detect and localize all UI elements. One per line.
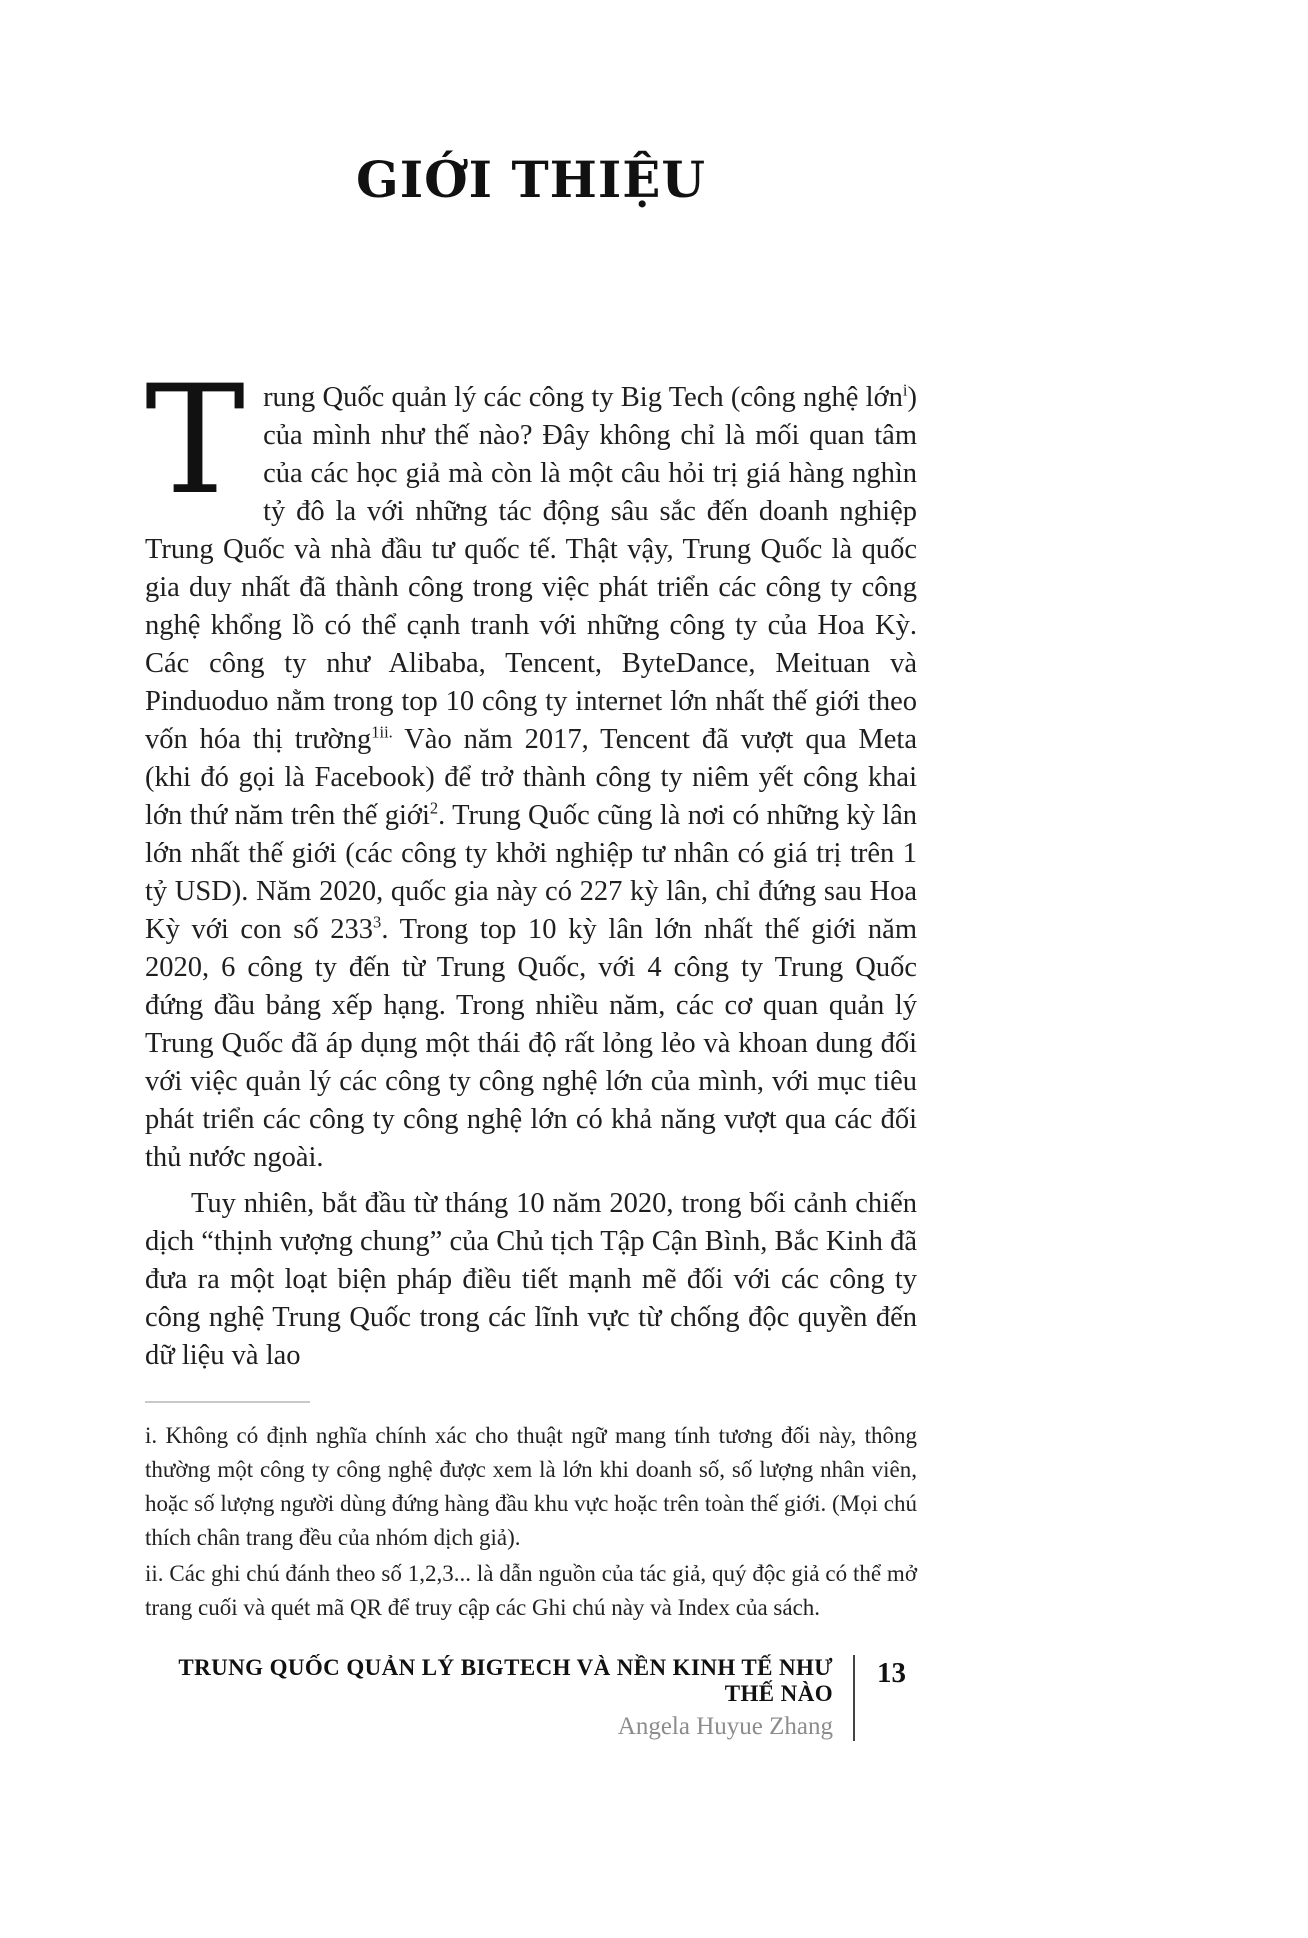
footnote-ii: ii. Các ghi chú đánh theo số 1,2,3... là dẫn nguồn của tác giả, quý độc giả có thể mở trang cuối và quét mã QR để truy cập các Ghi chú này và Index của sách. xyxy=(145,1561,917,1620)
page-number: 13 xyxy=(877,1657,906,1689)
body-text xyxy=(145,354,917,1375)
author-name: Angela Huyue Zhang xyxy=(617,1713,833,1740)
chapter-title: GIỚI THIỆU xyxy=(356,150,706,209)
paragraph-1-text: rung Quốc quản lý các công ty Big Tech (công nghệ lớn$^i$) của mình như thế nào? Đây không chỉ là mối quan tâm của các học giả mà còn là một câu hỏi trị giá hàng nghìn tỷ đô la với những tác động sâu sắc đến doanh nghiệp Trung Quốc và nhà đầu tư quốc tế. Thật vậy, Trung Quốc là quốc gia duy nhất đã thành công trong việc phát triển các công ty công nghệ khổng lồ có thể cạnh tranh với những công ty của Hoa Kỳ. Các công ty như Alibaba, Tencent, ByteDance, Meituan và Pinduoduo nằm trong top 10 công ty internet lớn nhất thế giới theo vốn hóa thị trường$^{1ii.}$ Vào năm 2017, Tencent đã vượt qua Meta (khi đó gọi là Facebook) để trở thành công ty niêm yết công khai lớn thứ năm trên thế giới$^2$. Trung Quốc cũng là nơi có những kỳ lân lớn nhất thế giới (các công ty khởi nghiệp tư nhân có giá trị trên 1 tỷ USD). Năm 2020, quốc gia này có 227 kỳ lân, chỉ đứng sau Hoa Kỳ với con số $233^3$. Trong top 10 kỳ lân lớn nhất thế giới năm 2020, 6 công ty đến từ Trung Quốc, với 4 công ty Trung Quốc đứng đầu bảng xếp hạng. Trong nhiều năm, các cơ quan quản lý Trung Quốc đã áp dụng một thái độ rất lỏng lẻo và khoan dung đối với việc quản lý các công ty công nghệ lớn của mình, với mục tiêu phát triển các công ty công nghệ lớn có khả năng vượt qua các đối thủ nước ngoài. xyxy=(145,380,917,1173)
drop-cap: T xyxy=(145,354,246,528)
footnotes xyxy=(145,1419,917,1625)
footer-text xyxy=(145,1655,853,1741)
footnote-divider xyxy=(145,1401,310,1403)
page-footer xyxy=(145,1655,917,1741)
paragraph-2: Tuy nhiên, bắt đầu từ tháng 10 năm 2020, trong bối cảnh chiến dịch “thịnh vượng chung” của Chủ tịch Tập Cận Bình, Bắc Kinh đã đưa ra một loạt biện pháp điều tiết mạnh mẽ đối với các công ty công nghệ Trung Quốc trong các lĩnh vực từ chống độc quyền đến dữ liệu và lao xyxy=(145,1188,917,1371)
paragraph-1 xyxy=(145,354,917,1177)
footnote-i: i. Không có định nghĩa chính xác cho thuật ngữ mang tính tương đối này, thông thường một công ty công nghệ được xem là lớn khi doanh số, số lượng nhân viên, hoặc số lượng người dùng đứng hàng đầu khu vực hoặc trên toàn thế giới. (Mọi chú thích chân trang đều của nhóm dịch giả). xyxy=(145,1423,917,1550)
running-book-title: TRUNG QUỐC QUẢN LÝ BIGTECH VÀ NỀN KINH TẾ NHƯ THẾ NÀO xyxy=(178,1655,833,1706)
page-content xyxy=(145,0,917,1741)
